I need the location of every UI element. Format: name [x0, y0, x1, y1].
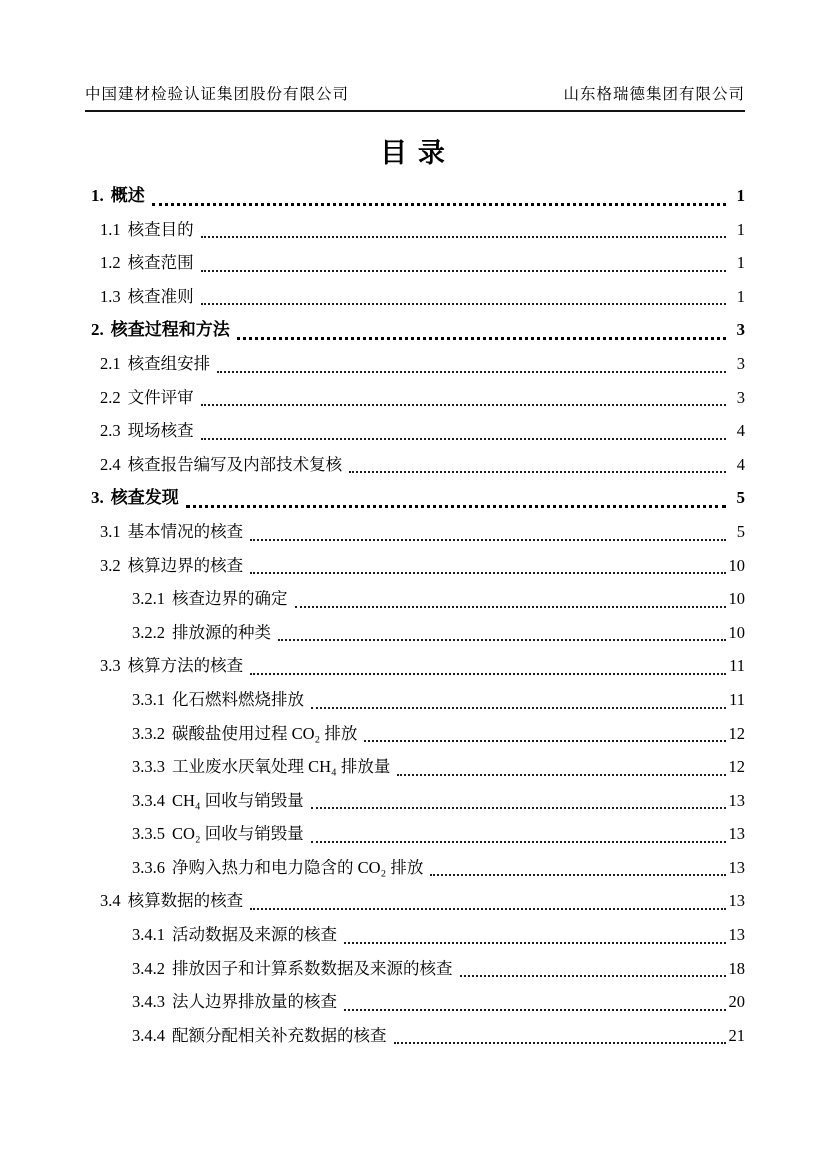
- toc-entry-text: [100, 347, 210, 381]
- toc-entry[interactable]: [85, 784, 745, 818]
- toc-entry[interactable]: [85, 851, 745, 885]
- toc-page-number: 10: [728, 589, 745, 609]
- toc-entry[interactable]: [85, 918, 745, 952]
- toc-entry-label: 排放源的种类: [172, 622, 271, 642]
- toc-entry-text: [100, 515, 243, 549]
- toc-entry-label: 化石燃料燃烧排放: [172, 689, 304, 709]
- toc-page-number: 3: [736, 353, 745, 373]
- toc-entry[interactable]: [85, 448, 745, 482]
- toc-entry[interactable]: [85, 280, 745, 314]
- dotted-leader: [430, 874, 725, 876]
- toc-entry-label: 核算边界的核查: [127, 555, 244, 575]
- toc-entry[interactable]: [85, 481, 745, 515]
- toc-entry-label: CH₄ 回收与销毁量: [172, 790, 304, 810]
- toc-entry[interactable]: [85, 1019, 745, 1053]
- toc-entry-number: 3.3.2: [132, 723, 165, 743]
- toc-page-number: 13: [728, 790, 745, 810]
- toc-entry-text: [132, 1019, 387, 1053]
- toc-entry-text: [100, 213, 194, 247]
- toc-entry[interactable]: [85, 313, 745, 347]
- toc-entry-number: 3.4.1: [132, 925, 165, 945]
- dotted-leader: [250, 908, 725, 910]
- dotted-leader: [311, 707, 726, 709]
- toc-entry-text: [100, 448, 342, 482]
- toc-entry-label: CO₂ 回收与销毁量: [172, 824, 304, 844]
- toc-entry[interactable]: [85, 246, 745, 280]
- toc-entry-text: [132, 817, 304, 851]
- toc-entry-text: [100, 280, 194, 314]
- toc-entry-text: [132, 616, 271, 650]
- page-title: 目 录: [380, 138, 447, 168]
- toc-entry-label: 核查组安排: [127, 353, 211, 373]
- toc-entry-text: [132, 717, 357, 751]
- toc-page-number: 10: [728, 555, 745, 575]
- toc-entry-text: [91, 313, 230, 347]
- toc-entry-text: [132, 582, 288, 616]
- toc-entry-number: 3.2.2: [132, 622, 165, 642]
- toc-page-number: 4: [736, 454, 745, 474]
- toc-page-number: 1: [736, 186, 745, 205]
- toc-page-number: 5: [736, 521, 745, 541]
- toc-entry-number: 3.2.1: [132, 589, 165, 609]
- toc-entry-label: 活动数据及来源的核查: [172, 925, 337, 945]
- toc-entry-number: 1.3: [100, 286, 121, 306]
- toc-entry-text: [132, 683, 304, 717]
- dotted-leader: [278, 639, 726, 641]
- toc-entry-label: 核查准则: [127, 286, 194, 306]
- toc-entry-number: 3.3.1: [132, 689, 165, 709]
- toc-page-number: 21: [728, 1025, 745, 1045]
- toc-page-number: 13: [728, 857, 745, 877]
- dotted-leader: [250, 673, 726, 675]
- toc-entry[interactable]: [85, 717, 745, 751]
- toc-page-number: 1: [736, 219, 745, 239]
- dotted-leader: [250, 539, 726, 541]
- toc-entry-label: 核查边界的确定: [172, 589, 288, 609]
- toc-page-number: 11: [729, 689, 745, 709]
- toc-entry[interactable]: [85, 381, 745, 415]
- toc-entry[interactable]: [85, 985, 745, 1019]
- toc-entry-label: 文件评审: [127, 387, 194, 407]
- toc-entry-number: 1.2: [100, 253, 121, 273]
- dotted-leader: [250, 572, 725, 574]
- toc-page-number: 11: [729, 656, 745, 676]
- page-header: [85, 0, 745, 104]
- toc-entry-label: 工业废水厌氧处理 CH₄ 排放量: [172, 757, 391, 777]
- dotted-leader: [201, 270, 726, 272]
- toc-entry-number: 3.3.5: [132, 824, 165, 844]
- toc-entry-number: 1.1: [100, 219, 121, 239]
- toc-entry-number: 3.4.4: [132, 1025, 165, 1045]
- toc-entry[interactable]: [85, 817, 745, 851]
- toc-entry-text: [100, 884, 243, 918]
- dotted-leader: [397, 774, 725, 776]
- header-left-company: 中国建材检验认证集团股份有限公司: [85, 86, 350, 103]
- dotted-leader: [201, 404, 726, 406]
- header-divider: [85, 110, 745, 112]
- dotted-leader: [344, 1009, 726, 1011]
- toc-page-number: 5: [736, 488, 745, 508]
- dotted-leader: [201, 438, 726, 440]
- toc-entry-label: 核查报告编写及内部技术复核: [127, 454, 343, 474]
- toc-entry[interactable]: [85, 213, 745, 247]
- toc-entry-number: 3.2: [100, 555, 121, 575]
- toc-page-number: 18: [728, 958, 745, 978]
- toc-entry-text: [100, 549, 243, 583]
- toc-entry-label: 排放因子和计算系数数据及来源的核查: [172, 958, 453, 978]
- toc-entry-number: 2.1: [100, 353, 121, 373]
- dotted-leader: [349, 471, 726, 473]
- toc-entry[interactable]: [85, 347, 745, 381]
- toc-entry-label: 核查范围: [127, 253, 194, 273]
- toc-page-number: 1: [736, 253, 745, 273]
- toc-entry-text: [91, 481, 179, 515]
- toc-entry-number: 2.4: [100, 454, 121, 474]
- toc-entry-text: [100, 649, 243, 683]
- toc-entry-label: 碳酸盐使用过程 CO₂ 排放: [172, 723, 358, 743]
- toc-page-number: 13: [728, 824, 745, 844]
- toc-entry-label: 概述: [110, 186, 145, 205]
- toc-entry-number: 3.4.3: [132, 992, 165, 1012]
- toc-page-number: 3: [736, 320, 745, 340]
- dotted-leader: [295, 606, 726, 608]
- toc-entry-text: [132, 851, 423, 885]
- toc-entry[interactable]: [85, 179, 745, 213]
- toc-entry-number: 2.3: [100, 421, 121, 441]
- dotted-leader: [344, 942, 726, 944]
- toc-entry-text: [132, 784, 304, 818]
- toc-entry[interactable]: [85, 515, 745, 549]
- toc-entry-label: 核算方法的核查: [127, 656, 244, 676]
- toc-page-number: 13: [728, 891, 745, 911]
- header-right-company: 山东格瑞德集团有限公司: [563, 86, 745, 103]
- dotted-leader: [311, 807, 726, 809]
- dotted-leader: [152, 203, 726, 206]
- dotted-leader: [311, 841, 726, 843]
- toc-entry-text: [132, 985, 337, 1019]
- toc-entry-label: 核查发现: [110, 488, 179, 508]
- toc-entry-text: [100, 414, 194, 448]
- dotted-leader: [237, 337, 726, 340]
- toc-entry-label: 配额分配相关补充数据的核查: [172, 1025, 387, 1045]
- toc-entry-number: 3.3.6: [132, 857, 165, 877]
- toc-entry-number: 3.3: [100, 656, 121, 676]
- toc-entry-label: 核查过程和方法: [110, 320, 230, 340]
- toc-entry-text: [100, 381, 194, 415]
- dotted-leader: [364, 740, 725, 742]
- toc-page-number: 13: [728, 925, 745, 945]
- toc-entry-text: [132, 952, 453, 986]
- toc-entry-number: 3.4.2: [132, 958, 165, 978]
- toc-entry-number: 3.1: [100, 521, 121, 541]
- toc-entry[interactable]: [85, 952, 745, 986]
- toc-entry[interactable]: [85, 582, 745, 616]
- toc-entry-number: 3.3.4: [132, 790, 165, 810]
- toc-entry-label: 核查目的: [127, 219, 194, 239]
- table-of-contents: [85, 179, 745, 1052]
- toc-entry-text: [132, 750, 390, 784]
- toc-page-number: 4: [736, 421, 745, 441]
- dotted-leader: [186, 505, 726, 508]
- toc-entry[interactable]: [85, 616, 745, 650]
- toc-entry[interactable]: [85, 683, 745, 717]
- toc-page-number: 10: [728, 622, 745, 642]
- toc-entry[interactable]: [85, 549, 745, 583]
- dotted-leader: [460, 975, 726, 977]
- toc-entry-text: [132, 918, 337, 952]
- toc-entry-number: 2.2: [100, 387, 121, 407]
- toc-page-number: 12: [728, 757, 745, 777]
- toc-entry-number: 3.4: [100, 891, 121, 911]
- dotted-leader: [217, 371, 726, 373]
- toc-entry[interactable]: [85, 750, 745, 784]
- toc-page-number: 20: [728, 992, 745, 1012]
- toc-entry-number: 3.: [91, 488, 104, 508]
- toc-entry-label: 核算数据的核查: [127, 891, 244, 911]
- toc-entry-number: 2.: [91, 320, 104, 340]
- dotted-leader: [201, 303, 726, 305]
- toc-entry-label: 法人边界排放量的核查: [172, 992, 337, 1012]
- dotted-leader: [201, 236, 726, 238]
- toc-entry-text: [100, 246, 194, 280]
- toc-entry-label: 基本情况的核查: [127, 521, 244, 541]
- toc-entry-text: [91, 179, 145, 213]
- toc-entry-number: 1.: [91, 186, 104, 205]
- toc-entry[interactable]: [85, 414, 745, 448]
- toc-page-number: 12: [728, 723, 745, 743]
- toc-entry-number: 3.3.3: [132, 757, 165, 777]
- dotted-leader: [394, 1042, 726, 1044]
- toc-page-number: 3: [736, 387, 745, 407]
- toc-entry[interactable]: [85, 884, 745, 918]
- toc-entry[interactable]: [85, 649, 745, 683]
- toc-entry-label: 净购入热力和电力隐含的 CO₂ 排放: [172, 857, 424, 877]
- toc-entry-label: 现场核查: [127, 421, 194, 441]
- toc-page-number: 1: [736, 286, 745, 306]
